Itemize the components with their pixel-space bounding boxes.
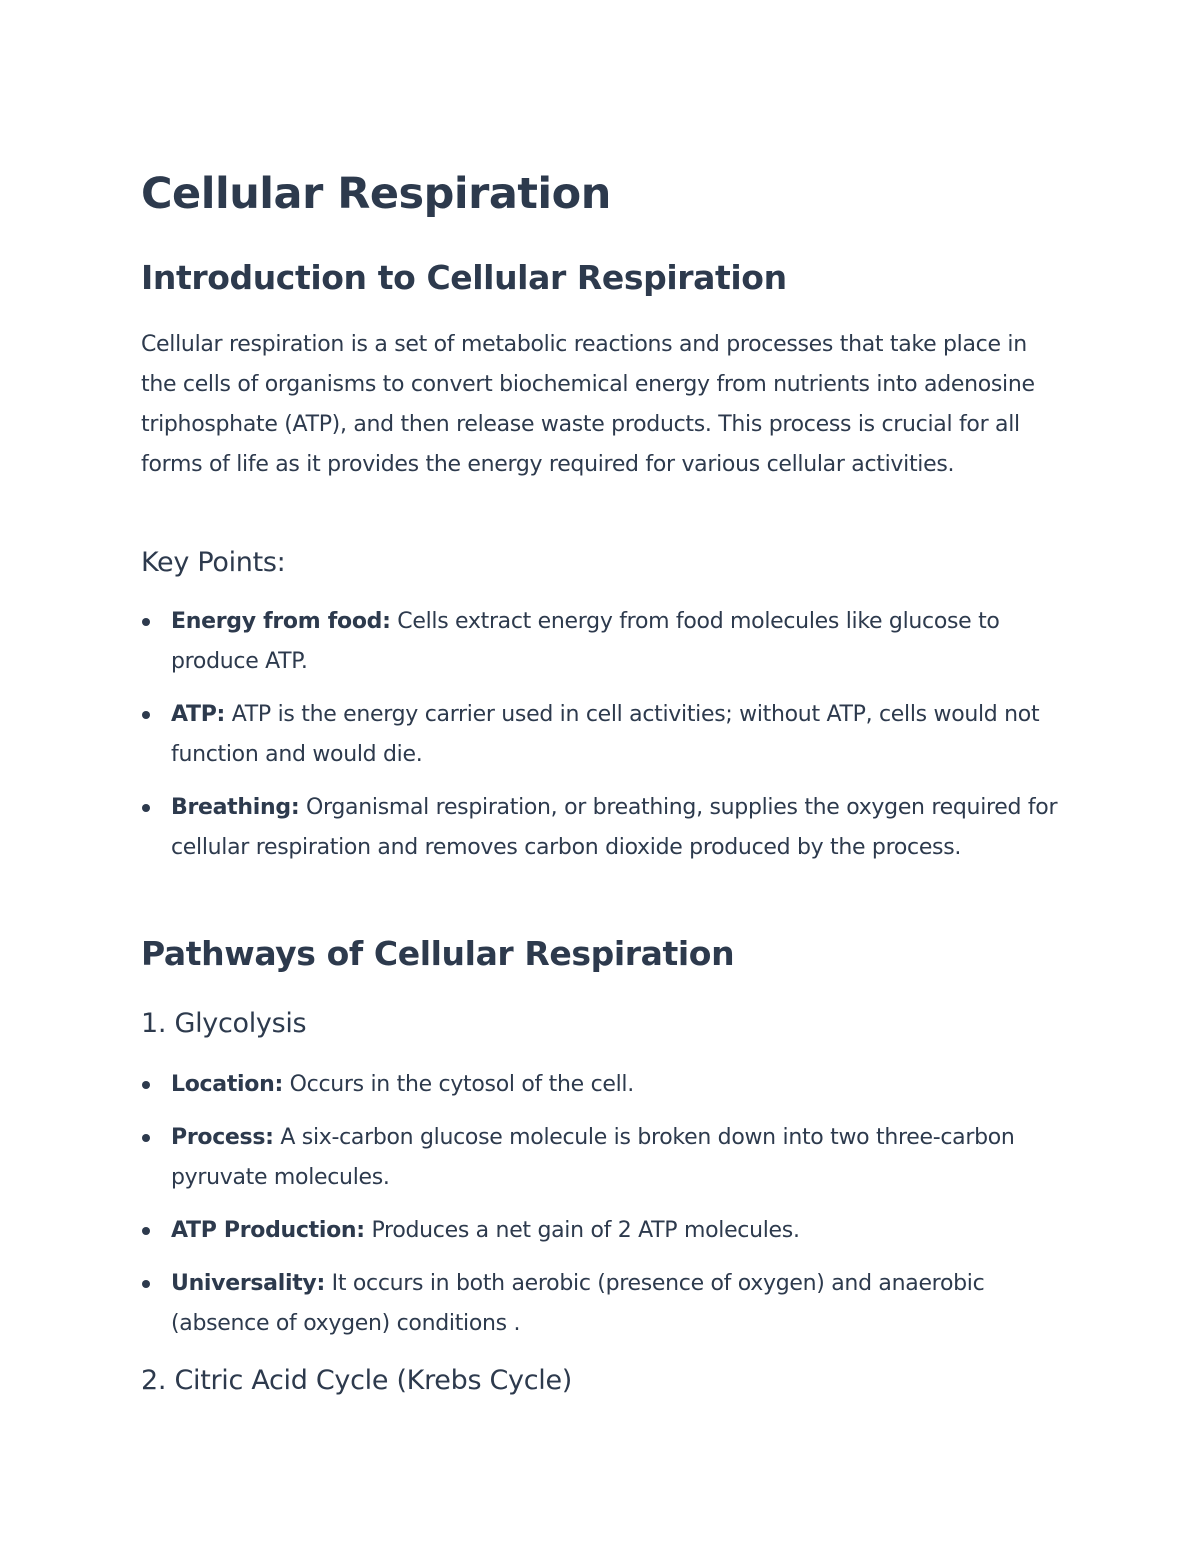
list-item bbox=[141, 1118, 1061, 1198]
key-points-heading: Key Points: bbox=[141, 547, 286, 578]
bullet-icon bbox=[142, 618, 150, 626]
key-points-list bbox=[141, 602, 1061, 881]
list-item-term: ATP Production: bbox=[171, 1218, 365, 1243]
glycolysis-list bbox=[141, 1065, 1061, 1357]
list-item-text: A six-carbon glucose molecule is broken down into two three-carbon pyruvate molecules. bbox=[171, 1125, 1015, 1190]
list-item-term: Process: bbox=[171, 1125, 274, 1150]
list-item-text: Cells extract energy from food molecules like glucose to produce ATP. bbox=[171, 609, 1000, 674]
list-item-text: It occurs in both aerobic (presence of oxygen) and anaerobic (absence of oxygen) conditions . bbox=[171, 1271, 985, 1336]
list-item-term: ATP: bbox=[171, 702, 226, 727]
list-item-text: Produces a net gain of 2 ATP molecules. bbox=[364, 1218, 800, 1243]
list-item-text: Occurs in the cytosol of the cell. bbox=[282, 1072, 634, 1097]
list-item bbox=[141, 788, 1061, 868]
intro-paragraph: Cellular respiration is a set of metabolic reactions and processes that take place in the cells of organisms to convert biochemical energy from nutrients into adenosine triphosphate (ATP), and then release waste products. This process is crucial for all forms of life as it provides the energy required for various cellular activities. bbox=[141, 332, 1035, 477]
list-item-text: ATP is the energy carrier used in cell activities; without ATP, cells would not function and would die. bbox=[171, 702, 1040, 767]
bullet-icon bbox=[142, 1081, 150, 1089]
bullet-icon bbox=[142, 711, 150, 719]
list-item bbox=[141, 602, 1061, 682]
list-item-term: Universality: bbox=[171, 1271, 325, 1296]
list-item bbox=[141, 695, 1061, 775]
section-heading-pathways: Pathways of Cellular Respiration bbox=[141, 934, 735, 973]
list-item-text: Organismal respiration, or breathing, supplies the oxygen required for cellular respiration and removes carbon dioxide produced by the process. bbox=[171, 795, 1058, 860]
subsection-heading-glycolysis: 1. Glycolysis bbox=[141, 1008, 307, 1039]
list-item-term: Location: bbox=[171, 1072, 283, 1097]
list-item-term: Breathing: bbox=[171, 795, 300, 820]
section-heading-introduction: Introduction to Cellular Respiration bbox=[141, 258, 787, 297]
bullet-icon bbox=[142, 1134, 150, 1142]
bullet-icon bbox=[142, 804, 150, 812]
bullet-icon bbox=[142, 1280, 150, 1288]
page-title: Cellular Respiration bbox=[141, 169, 611, 219]
list-item-term: Energy from food: bbox=[171, 609, 391, 634]
subsection-heading-citric-acid-cycle: 2. Citric Acid Cycle (Krebs Cycle) bbox=[141, 1365, 573, 1396]
list-item bbox=[141, 1264, 1061, 1344]
bullet-icon bbox=[142, 1227, 150, 1235]
list-item bbox=[141, 1065, 1061, 1105]
list-item bbox=[141, 1211, 1061, 1251]
